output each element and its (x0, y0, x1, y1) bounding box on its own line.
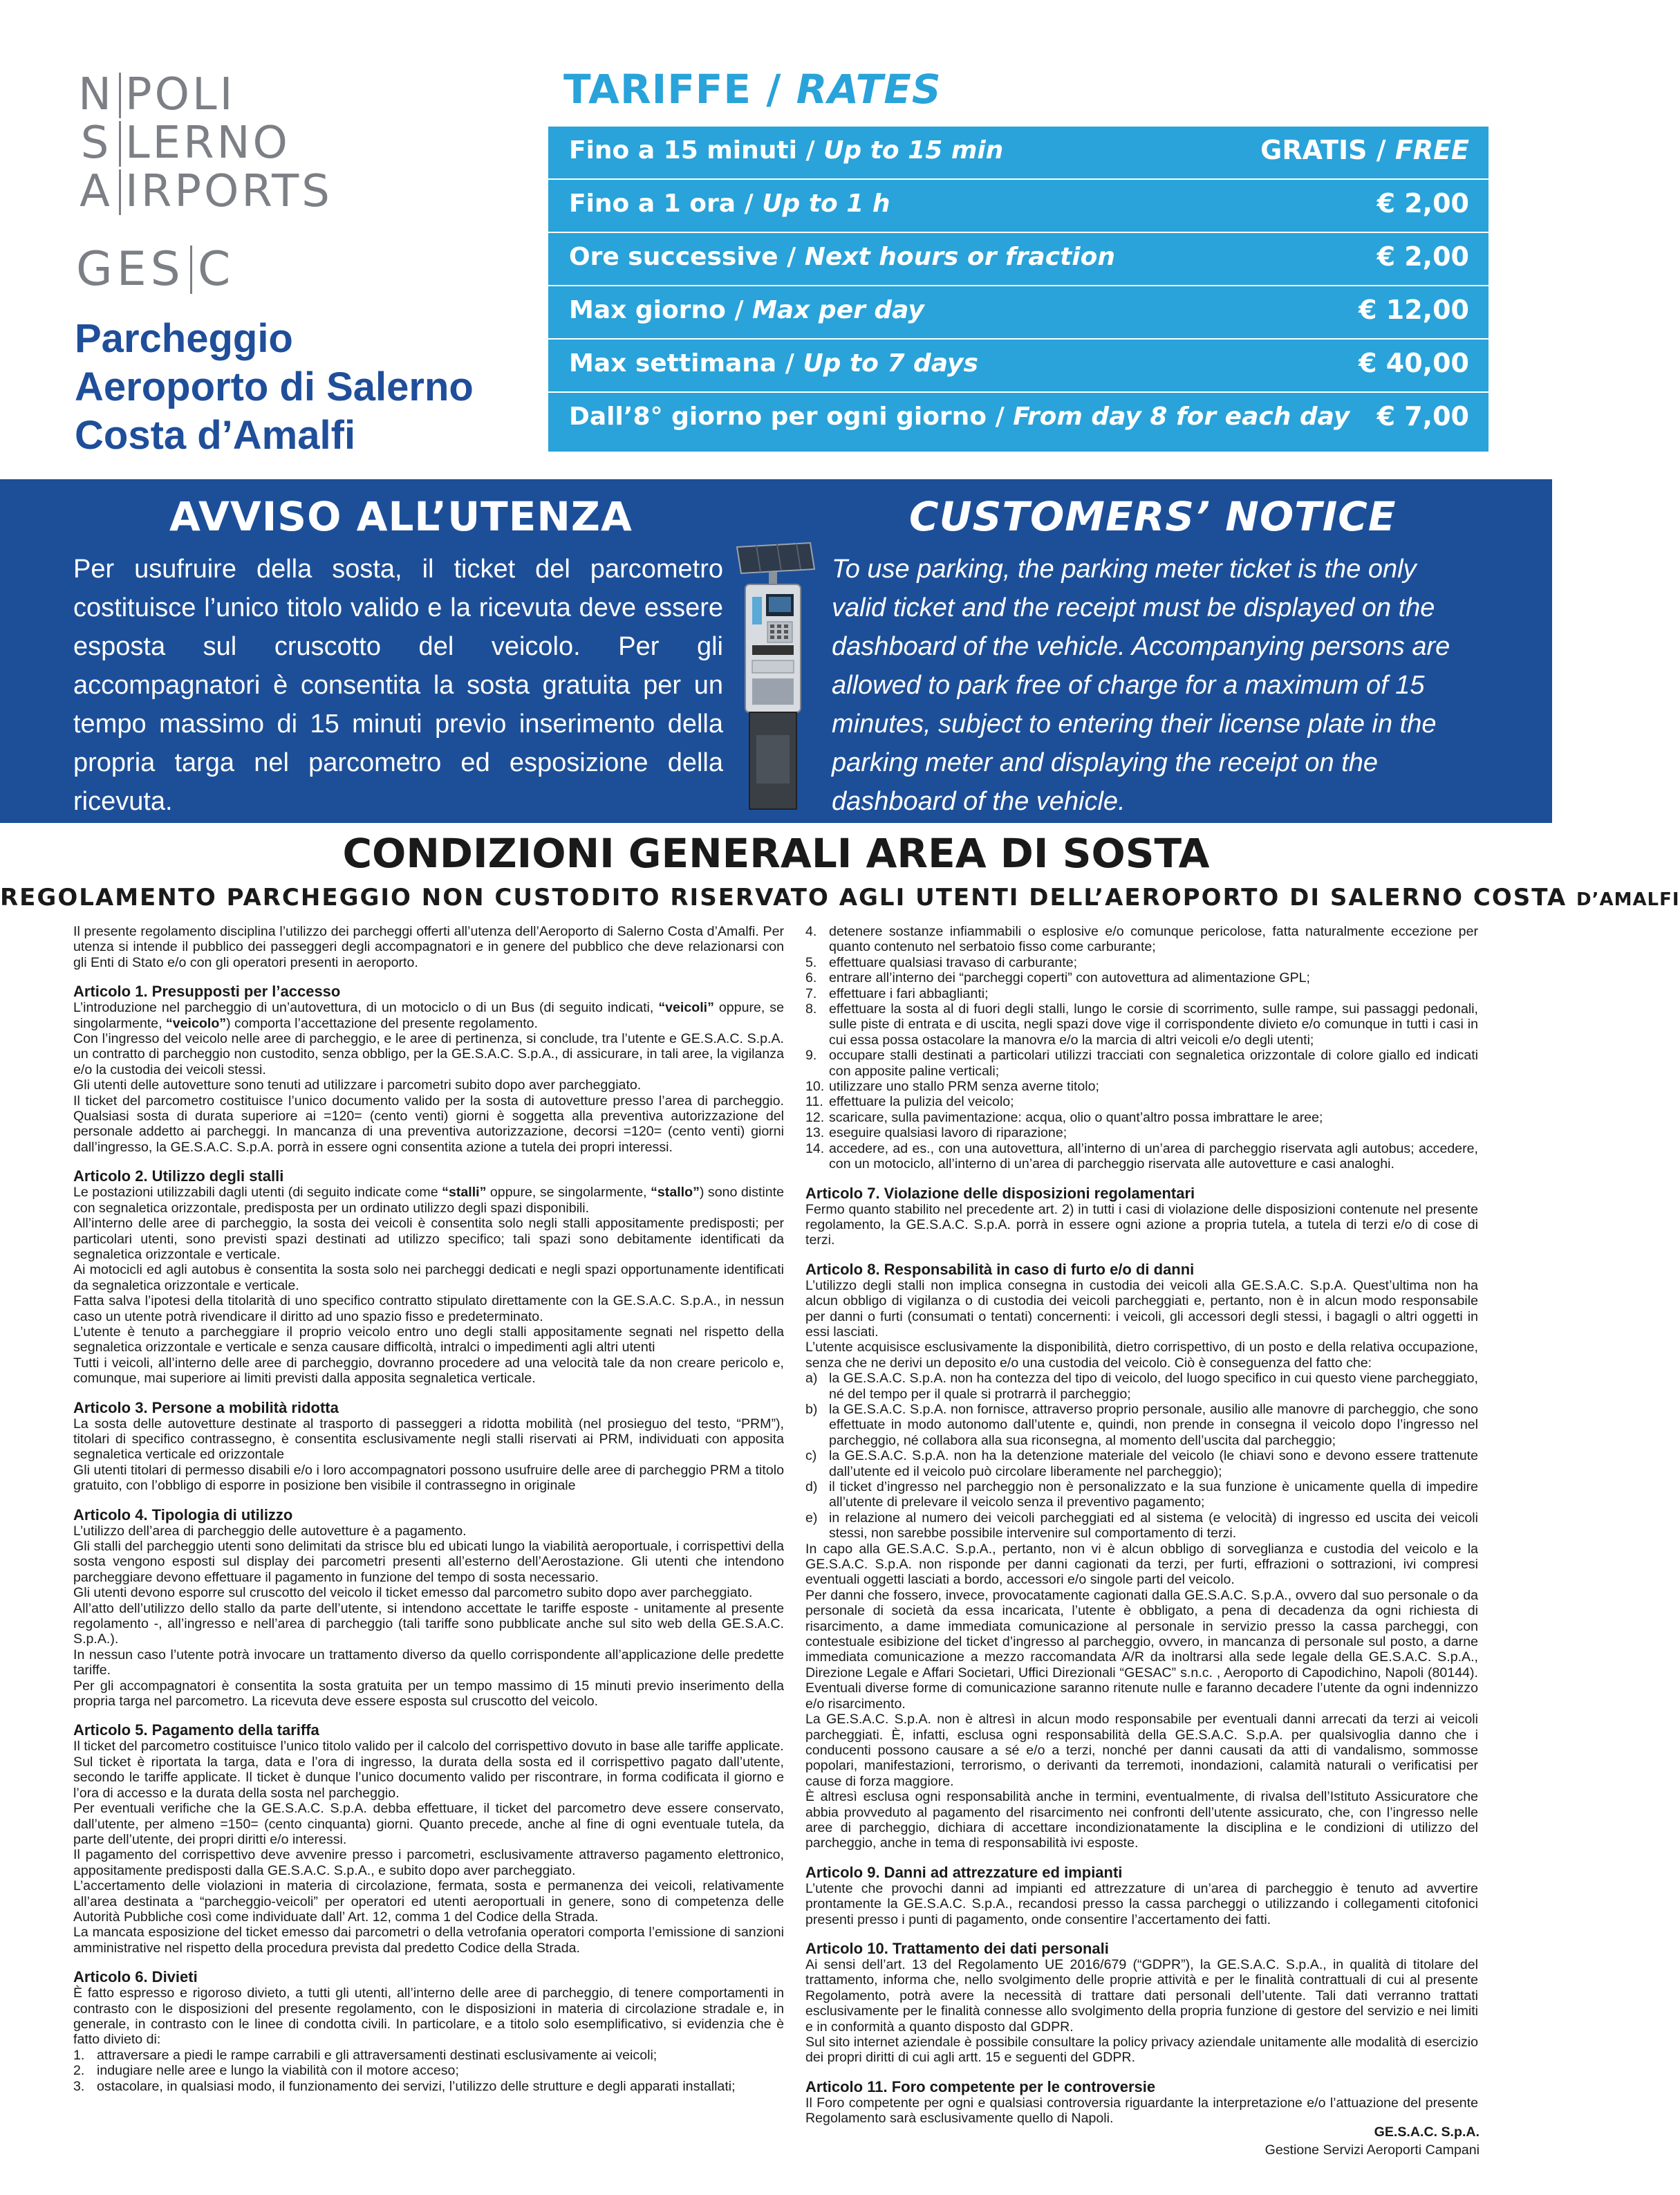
list-item: 2. indugiare nelle aree e lungo la viabilità con il motore acceso; (73, 2063, 459, 2079)
article-title: Articolo 7. Violazione delle disposizioni regolamentari (805, 1184, 1195, 1202)
notice-it-title: AVVISO ALL’UTENZA (169, 493, 633, 540)
list-item: 14. accedere, ad es., con una autovettura, all’interno di un’area di parcheggio riservata agli autobus; accedere, con un motociclo, all’interno di un’area di parcheggio riservata alle autovetture e casi analoghi. (805, 1140, 1478, 1172)
article-paragraph: L’utilizzo degli stalli non implica consegna in custodia dei veicoli alla GE.S.A.C. S.p.A. Quest’ultima non ha alcun obbligo di vigilanza o di custodia dei veicoli parcheggiati e, pertanto, non è in alcun modo responsabile per danni o furti (consumati o tentati) concernenti: i veicoli, gli accessori degli stessi, i bagagli o altri oggetti in essi lasciati. (805, 1277, 1478, 1340)
conditions-title: CONDIZIONI GENERALI AREA DI SOSTA (342, 830, 1210, 877)
rate-row (548, 340, 1488, 393)
list-item: 4. detenere sostanze infiammabili o esplosive e/o comunque pericolose, fatta naturalmente eccezione per quanto contenuto nel serbatoio fisso come carburante; (805, 924, 1478, 955)
notice-en-text: To use parking, the parking meter ticket is the only valid ticket and the receipt must be displayed on the dashboard of the vehicle. Accompanying persons are allowed to park free of charge for a maximum of 15 minutes, subject to entering their license plate in the parking meter and displaying the receipt on the dashboard of the vehicle. (832, 555, 1450, 816)
rate-value: € 2,00 (1376, 188, 1469, 219)
rate-label: Max settimana / Up to 7 days (569, 349, 978, 378)
article-paragraph: In nessun caso l’utente potrà invocare un trattamento diverso da quello corrispondente all’applicazione delle predette tariffe. (73, 1647, 784, 1678)
list-item: a) la GE.S.A.C. S.p.A. non ha contezza del tipo di veicolo, del luogo specifico in cui questo viene parcheggiato, né del tempo per il quale si protrarrà il parcheggio; (805, 1371, 1478, 1402)
article-paragraph: Tutti i veicoli, all’interno delle aree di parcheggio, dovranno procedere ad una velocità tale da non creare pericolo e, comunque, mai superiore ai limiti previsti dalla apposita segnaletica verticale. (73, 1355, 784, 1387)
article-title: Articolo 3. Persone a mobilità ridotta (73, 1398, 339, 1416)
article-paragraph: Gli stalli del parcheggio utenti sono delimitati da strisce blu ed ubicati lungo la viabilità aeroportuale, i corrispettivi della sosta vengono esposti sul display dei parcometri presenti all’esterno dell’Aerostazione. Gli utenti che intendono parcheggiare devono effettuare il pagamento in funzione del tempo di sosta necessario. (73, 1539, 784, 1585)
notice-en-title: CUSTOMERS’ NOTICE (909, 493, 1397, 540)
article-paragraph: La sosta delle autovetture destinate al trasporto di passeggeri a ridotta mobilità (nel prosieguo del testo, “PRM”), titolari di specifico contrassegno, è consentita esclusivamente negli stalli riservati ai PRM, individuati con apposita segnaletica verticale ed orizzontale (73, 1416, 784, 1463)
rate-value: € 12,00 (1359, 295, 1469, 325)
list-item: 6. entrare all’interno dei “parcheggi coperti” con autovettura ad alimentazione GPL; (805, 970, 1310, 986)
rate-label: Fino a 15 minuti / Up to 15 min (569, 136, 1004, 165)
conditions-subtitle: REGOLAMENTO PARCHEGGIO NON CUSTODITO RISERVATO AGLI UTENTI DELL’AEROPORTO DI SALERNO COSTA D’AMALFI (0, 884, 1680, 911)
rate-value: € 2,00 (1376, 241, 1469, 272)
article-paragraph: Sul ticket è riportata la targa, data e l’ora di ingresso, la durata della sosta ed il corrispettivo pagato dall’utente, secondo le tariffe applicate. Il ticket è dunque l’unico documento valido per riscontrare, in forma codificata il giorno e l’ora di accesso e la durata della sosta nel parcheggio. (73, 1754, 784, 1801)
logo-row-airports: A IRPORTS (80, 166, 333, 217)
list-item: 13. eseguire qualsiasi lavoro di riparazione; (805, 1125, 1067, 1141)
article-paragraph: Ai sensi dell’art. 13 del Regolamento UE 2016/679 (“GDPR”), la GE.S.A.C. S.p.A., in qualità di titolare del trattamento, informa che, nello svolgimento delle proprie attività e per le finalità contrattuali di cui al presente Regolamento, potrà avere la necessità di trattare dati personali dell’utente. Tali dati verranno trattati esclusivamente per le finalità connesse allo svolgimento della propria funzione di gestore del servizio e nei limiti e in conformità a quanto disposto dal GDPR. (805, 1956, 1478, 2035)
article-paragraph: L’utente è tenuto a parcheggiare il proprio veicolo entro uno degli stalli appositamente segnati nel rispetto della segnaletica orizzontale e verticale e senza causare difficoltà, intralci o impedimenti agli altri utenti (73, 1324, 784, 1355)
rates-table (548, 127, 1488, 452)
parking-title-line: Parcheggio (75, 316, 293, 361)
article-paragraph: È fatto espresso e rigoroso divieto, a tutti gli utenti, all’interno delle aree di parcheggio, di tenere comportamenti in contrasto con le disposizioni del presente regolamento, con le disposizioni in materia di circolazione stradale e, in generale, in contrasto con le linee di condotta civili. In particolare, e a titolo solo esemplificativo, si evidenzia che è fatto divieto di: (73, 1985, 784, 2048)
list-item: 8. effettuare la sosta al di fuori degli stalli, lungo le corsie di scorrimento, sulle rampe, sui passaggi pedonali, sulle piste di entrata e di uscita, negli spazi dove vige il corrispondente divieto e/o comunque in tutti i casi in cui essa possa ostacolare la manovra e/o la marcia di altri veicoli e/o degli utenti; (805, 1001, 1478, 1048)
article-paragraph: Gli utenti delle autovetture sono tenuti ad utilizzare i parcometri subito dopo aver parcheggiato. (73, 1077, 642, 1093)
rate-label: Max giorno / Max per day (569, 296, 924, 324)
article-paragraph: Sul sito internet aziendale è possibile consultare la policy privacy aziendale unitamente alle modalità di esercizio dei propri diritti di cui agli artt. 15 e seguenti del GDPR. (805, 2035, 1478, 2066)
article-paragraph: L’utente acquisisce esclusivamente la disponibilità, dietro corrispettivo, di un posto e della relativa occupazione, senza che ne derivi un deposito e/o una custodia del veicolo. Ciò è conseguenza del fatto che: (805, 1340, 1478, 1371)
list-item: 5. effettuare qualsiasi travaso di carburante; (805, 954, 1078, 970)
parking-title (75, 315, 517, 460)
article-title: Articolo 10. Trattamento dei dati personali (805, 1939, 1109, 1957)
article-paragraph: In capo alla GE.S.A.C. S.p.A., pertanto, non vi è alcun obbligo di sorveglianza e custodia del veicolo e la GE.S.A.C. S.p.A. non risponde per danni cagionati da terzi, per furti, effrazioni o sottrazioni, ivi compresi eventuali oggetti lasciati a bordo, accessori e/o singole parti del veicolo. (805, 1541, 1478, 1588)
parking-title-line: Costa d’Amalfi (75, 413, 356, 458)
rate-row (548, 393, 1488, 446)
article-paragraph: L’introduzione nel parcheggio di un’autovettura, di un motociclo o di un Bus (di seguito indicati, “veicoli” oppure, se singolarmente, “veicolo”) comporta l’accettazione del presente regolamento. (73, 1000, 784, 1031)
rate-label: Dall’8° giorno per ogni giorno / From day 8 for each day (569, 402, 1350, 431)
notice-band (0, 479, 1552, 823)
article-title: Articolo 1. Presupposti per l’accesso (73, 983, 341, 1001)
notice-it-text: Per usufruire della sosta, il ticket del parcometro costituisce l’unico titolo valido e la ricevuta deve essere esposta sul cruscotto del veicolo. Per gli accompagnatori è consentita la sosta gratuita per un tempo massimo di 15 minuti previo inserimento della propria targa nel parcometro ed esposizione della ricevuta. (73, 555, 723, 816)
rate-label: Fino a 1 ora / Up to 1 h (569, 189, 890, 218)
rate-value: GRATIS / FREE (1260, 135, 1469, 165)
list-item: 1. attraversare a piedi le rampe carrabili e gli attraversamenti destinati esclusivamente ai veicoli; (73, 2047, 657, 2063)
list-item: c) la GE.S.A.C. S.p.A. non ha la detenzione materiale del veicolo (le chiavi sono e devono essere trattenute dall’utente ed il veicolo può circolare liberamente nel parcheggio); (805, 1448, 1478, 1479)
article-paragraph: L’utilizzo dell’area di parcheggio delle autovetture è a pagamento. (73, 1523, 467, 1539)
logo-gesac: GES C (76, 242, 235, 297)
parking-meter-icon (729, 541, 817, 815)
article-paragraph: La GE.S.A.C. S.p.A. non è altresì in alcun modo responsabile per eventuali danni arrecati da terzi ai veicoli parcheggiati. È, infatti, esclusa ogni responsabilità della GE.S.A.C. S.p.A. per qualsivoglia danno che i conducenti possono causare a sé e/o a terzi, nonché per danni causati da atti di vandalismo, sommosse popolari, manifestazioni, terrorismo, o derivanti da terremoti, inondazioni, calamità naturali o verificatisi per cause di forza maggiore. (805, 1712, 1478, 1789)
article-paragraph: All’interno delle aree di parcheggio, la sosta dei veicoli è consentita solo negli stalli appositamente predisposti; per particolari utenti, sono previsti spazi destinati ad utilizzo specifico; tali spazi sono debitamente identificati da segnaletica orizzontale e verticale. (73, 1216, 784, 1262)
conditions-right-column (805, 924, 1478, 2127)
article-title: Articolo 2. Utilizzo degli stalli (73, 1167, 284, 1185)
signature (968, 2123, 1480, 2159)
list-item: 10. utilizzare uno stallo PRM senza averne titolo; (805, 1079, 1099, 1095)
article-paragraph: Gli utenti titolari di permesso disabili e/o i loro accompagnatori possono usufruire delle aree di parcheggio PRM a titolo gratuito, con l’obbligo di esporre in posizione ben visibile il contrassegno in originale (73, 1462, 784, 1494)
article-paragraph: All’atto dell’utilizzo dello stallo da parte dell’utente, si intendono accettate le tariffe esposte - unitamente al presente regolamento -, all’ingresso e nell’area di parcheggio (tali tariffe sono pubblicate anche sul sito web della GE.S.A.C. S.p.A.). (73, 1600, 784, 1647)
list-item: 9. occupare stalli destinati a particolari utilizzi tracciati con segnaletica orizzontale di colore giallo ed indicati con apposite paline verticali; (805, 1048, 1478, 1079)
article-paragraph: Per danni che fossero, invece, provocatamente cagionati dalla GE.S.A.C. S.p.A., ovvero dal suo personale o da personale di società da essa incaricata, l’utente è obbligato, a pena di decadenza da ogni richiesta di risarcimento, a dame immediata comunicazione al personale in servizio presso la cassa parcheggi, con contestuale esibizione del ticket d’ingresso al parcheggio, ovvero, in mancanza di personale sul posto, a darne immediata comunicazione a mezzo raccomandata A/R da inoltrarsi alla sede legale della GE.S.A.C. S.p.A., Direzione Legale e Affari Societari, Uffici Direzionali “GESAC” s.n.c. , Aeroporto di Capodichino, Napoli (80144). Eventuali diverse forme di comunicazione saranno ritenute nulle e faranno decadere l’utente da ogni indennizzo e/o risarcimento. (805, 1587, 1478, 1712)
intro-paragraph: Il presente regolamento disciplina l’utilizzo dei parcheggi offerti all’utenza dell’Aeroporto di Salerno Costa d’Amalfi. Per utenza si intende il pubblico dei passeggeri degli accompagnatori e in genere del pubblico che deve relazionarsi con gli Enti di Stato e/o con gli operatori presenti in aeroporto. (73, 924, 784, 970)
rate-row (548, 127, 1488, 180)
article-title: Articolo 4. Tipologia di utilizzo (73, 1506, 293, 1523)
article-paragraph: Per gli accompagnatori è consentita la sosta gratuita per un tempo massimo di 15 minuti previo inserimento della propria targa nel parcometro. La ricevuta deve essere esposta sul cruscotto del veicolo. (73, 1678, 784, 1710)
article-paragraph: Il ticket del parcometro costituisce l’unico titolo valido per il calcolo del corrispettivo dovuto in base alle tariffe applicate. (73, 1739, 784, 1754)
logo-row-salerno: S LERNO (80, 118, 290, 169)
list-item: 3. ostacolare, in qualsiasi modo, il funzionamento dei servizi, l’utilizzo delle strutture e degli apparati installati; (73, 2078, 736, 2094)
list-item: e) in relazione al numero dei veicoli parcheggiati ed al sistema (e velocità) di ingresso ed uscita dei veicoli stessi, non sarebbe possibile intervenire sul comportamento di terzi. (805, 1510, 1478, 1541)
article-title: Articolo 9. Danni ad attrezzature ed impianti (805, 1863, 1123, 1881)
article-paragraph: Per eventuali verifiche che la GE.S.A.C. S.p.A. debba effettuare, il ticket del parcometro deve essere conservato, dall’utente, per almeno =150= (cento cinquanta) giorni. Quanto precede, anche al fine di ogni eventuale tutela, da parte dell’utente, dei propri diritti e/o interessi. (73, 1801, 784, 1847)
list-item: 11. effettuare la pulizia del veicolo; (805, 1094, 1014, 1110)
list-item: 7. effettuare i fari abbaglianti; (805, 985, 989, 1001)
article-paragraph: Il pagamento del corrispettivo deve avvenire presso i parcometri, esclusivamente attraverso pagamento elettronico, appositamente predisposti dalla GE.S.A.C. S.p.A., e subito dopo aver parcheggiato. (73, 1847, 784, 1878)
rate-label: Ore successive / Next hours or fraction (569, 243, 1115, 271)
article-title: Articolo 11. Foro competente per le controversie (805, 2077, 1156, 2095)
logo-row-napoli: N POLI (78, 69, 236, 120)
article-paragraph: Gli utenti devono esporre sul cruscotto del veicolo il ticket emesso dal parcometro subito dopo aver parcheggiato. (73, 1585, 753, 1601)
article-paragraph: Fermo quanto stabilito nel precedente art. 2) in tutti i casi di violazione delle disposizioni contenute nel presente regolamento, la GE.S.A.C. S.p.A. porrà in essere ogni azione a propria tutela, a tutela di terzi e/o di cose di terzi. (805, 1201, 1478, 1248)
list-item: d) il ticket d’ingresso nel parcheggio non è personalizzato e la sua funzione è unicamente quella di impedire all’utente di prelevare il veicolo senza il preventivo pagamento; (805, 1479, 1478, 1510)
list-item: 12. scaricare, sulla pavimentazione: acqua, olio o quant’altro possa imbrattare le aree; (805, 1109, 1323, 1125)
article-paragraph: Ai motocicli ed agli autobus è consentita la sosta solo nei parcheggi dedicati e negli spazi opportunamente identificati da segnaletica orizzontale e verticale. (73, 1262, 784, 1293)
article-paragraph: È altresì esclusa ogni responsabilità anche in termini, eventualmente, di rivalsa dell’Istituto Assicuratore che abbia provveduto al pagamento del risarcimento nei confronti dell’utente assicurato, che, con l’ingresso nelle aree di parcheggio, dichiara di accettare incondizionatamente la disciplina e le condizioni di utilizzo del parcheggio, anche in tema di responsabilità ivi esposte. (805, 1789, 1478, 1851)
article-paragraph: Le postazioni utilizzabili dagli utenti (di seguito indicate come “stalli” oppure, se singolarmente, “stallo”) sono distinte con segnaletica orizzontale, predisposta per un ordinato utilizzo degli spazi disponibili. (73, 1185, 784, 1216)
rate-row (548, 286, 1488, 340)
rate-value: € 40,00 (1359, 348, 1469, 378)
article-paragraph: Il Foro competente per ogni e qualsiasi controversia riguardante la interpretazione e/o l’attuazione del presente Regolamento sarà esclusivamente quello di Napoli. (805, 2095, 1478, 2127)
rate-row (548, 233, 1488, 286)
article-paragraph: L’accertamento delle violazioni in materia di circolazione, fermata, sosta e permanenza dei veicoli, relativamente all’area destinata a “parcheggio-veicoli” per operatori ed utenti aeroportuali in genere, sono di competenza delle Autorità Pubbliche così come individuate dall’ Art. 12, comma 1 del Codice della Strada. (73, 1878, 784, 1925)
signature-full-name: Gestione Servizi Aeroporti Campani (1264, 2142, 1480, 2158)
rate-value: € 7,00 (1376, 401, 1469, 432)
article-paragraph: La mancata esposizione del ticket emesso dai parcometri o della vetrofania operatori comporta l’emissione di sanzioni amministrative nel rispetto della procedura prevista dal predetto Codice della Strada. (73, 1925, 784, 1956)
article-paragraph: Con l’ingresso del veicolo nelle aree di parcheggio, e le aree di pertinenza, si conclude, tra l’utente e GE.S.A.C. S.p.A. un contratto di parcheggio non custodito, senza obbligo, per la GE.S.A.C. S.p.A., di assicurare, in tali aree, la vigilanza e/o la custodia dei veicoli stessi. (73, 1031, 784, 1077)
conditions-left-column (73, 924, 784, 2094)
rate-row (548, 180, 1488, 233)
article-title: Articolo 6. Divieti (73, 1968, 198, 1986)
list-item: b) la GE.S.A.C. S.p.A. non fornisce, attraverso proprio personale, ausilio alle manovre di parcheggio, che sono effettuate in modo autonomo dall’utente e, quindi, non prende in consegna il veicolo dopo l’ingresso nel parcheggio, né collabora alla sua riconsegna, al momento dell’uscita dal parcheggio; (805, 1401, 1478, 1448)
gesac-logo (76, 69, 491, 301)
rates-title: TARIFFE / RATES (563, 66, 942, 113)
article-paragraph: Fatta salva l’ipotesi della titolarità di uno specifico contratto stipulato direttamente con la GE.S.A.C. S.p.A., in nessun caso un utente potrà rivendicare il diritto ad uno spazio fisso e predeterminato. (73, 1293, 784, 1324)
signature-company: GE.S.A.C. S.p.A. (1374, 2124, 1480, 2140)
parking-title-line: Aeroporto di Salerno (75, 364, 474, 409)
article-paragraph: Il ticket del parcometro costituisce l’unico documento valido per la sosta di autovetture presso l’area di parcheggio. Qualsiasi sosta di durata superiore ai =120= (cento venti) giorni è soggetta alla preventiva autorizzazione del personale addetto ai parcheggi. In mancanza di una preventiva autorizzazione, decorsi =120= (cento venti) giorni dall’ingresso, la GE.S.A.C. S.p.A. porrà in essere ogni consentita azione a tutela dei propri interessi. (73, 1093, 784, 1155)
article-title: Articolo 8. Responsabilità in caso di furto e/o di danni (805, 1260, 1195, 1278)
article-paragraph: L’utente che provochi danni ad impianti ed attrezzature di un’area di parcheggio è tenuto ad avvertire prontamente la GE.S.A.C. S.p.A., recandosi presso la cassa parcheggi o utilizzando i collegamenti citofonici presenti presso i punti di pagamento, onde consentire l’accertamento dei fatti. (805, 1880, 1478, 1927)
article-title: Articolo 5. Pagamento della tariffa (73, 1721, 319, 1739)
